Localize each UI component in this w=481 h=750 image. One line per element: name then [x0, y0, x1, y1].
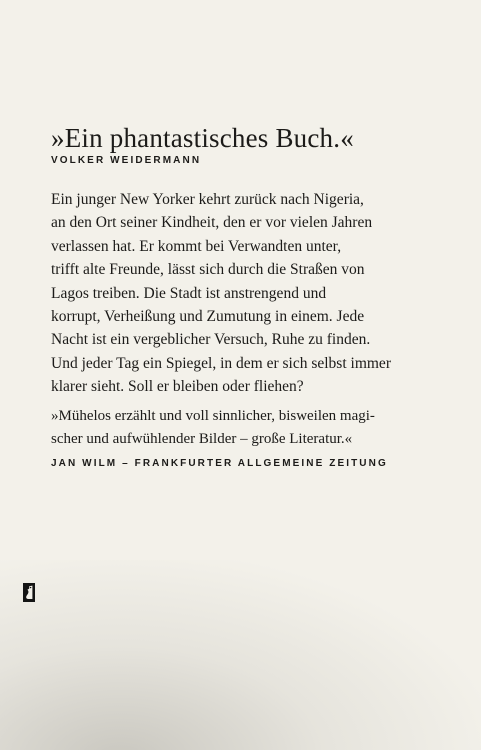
- blurb-line: trifft alte Freunde, lässt sich durch die Straßen von: [51, 261, 365, 279]
- owl-logo-icon: [23, 583, 35, 602]
- quote-line: scher und aufwühlender Bilder – große Literatur.«: [51, 431, 353, 447]
- blurb-line: Lagos treiben. Die Stadt ist anstrengend und: [51, 284, 327, 302]
- quote-author: JAN WILM – FRANKFURTER ALLGEMEINE ZEITUNG: [51, 458, 388, 469]
- blurb-line: Ein junger New Yorker kehrt zurück nach Nigeria,: [51, 191, 364, 208]
- blurb-line: an den Ort seiner Kindheit, den er vor vielen Jahren: [51, 214, 373, 232]
- review-quote: [51, 405, 375, 451]
- quote-line: »Mühelos erzählt und voll sinnlicher, bisweilen magi-: [51, 408, 375, 424]
- blurb-line: Nacht ist ein vergeblicher Versuch, Ruhe zu finden.: [51, 331, 371, 349]
- blurb: [51, 188, 451, 399]
- background-shadow: [0, 560, 481, 750]
- blurb-line: verlassen hat. Er kommt bei Verwandten unter,: [51, 237, 342, 255]
- headline-author: VOLKER WEIDERMANN: [51, 155, 202, 166]
- headline-quote: »Ein phantastisches Buch.«: [51, 123, 354, 153]
- blurb-line: Und jeder Tag ein Spiegel, in dem er sich selbst immer: [51, 354, 391, 372]
- blurb-line: klarer sieht. Soll er bleiben oder fliehen?: [51, 378, 304, 396]
- blurb-line: korrupt, Verheißung und Zumutung in einem. Jede: [51, 308, 365, 326]
